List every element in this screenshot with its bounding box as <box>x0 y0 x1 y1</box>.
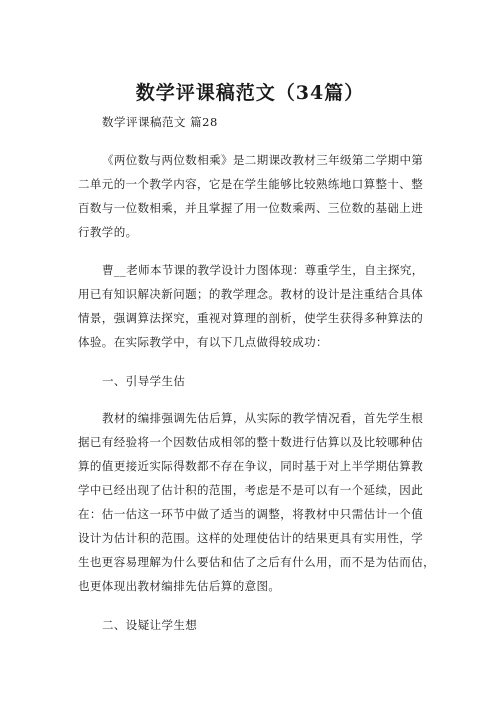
text-line: 百数与一位数相乘，并且掌握了用一位数乘两、三位数的基础上进 <box>78 201 424 215</box>
text-line: 教材的编排强调先估后算，从实际的教学情况看，首先学生根 <box>102 411 424 425</box>
text-line: 《两位数与两位数相乘》是二期课改教材三年级第二学期中第 <box>102 153 424 167</box>
text-line: 学中已经出现了估计积的范围，考虑是不是可以有一个延续，因此 <box>78 483 424 497</box>
text-line: 情景，强调算法探究，重视对算理的剖析，使学生获得多种算法的 <box>78 311 424 325</box>
text-line: 行教学的。 <box>78 225 138 239</box>
text-line: 在：估一估这一环节中做了适当的调整，将教材中只需估计一个值 <box>78 507 424 521</box>
document-title: 数学评课稿范文（34篇） <box>135 82 365 104</box>
text-line: 用已有知识解决新问题；的教学理念。教材的设计是注重结合具体 <box>78 287 424 301</box>
text-line: 二单元的一个教学内容，它是在学生能够比较熟练地口算整十、整 <box>78 177 424 191</box>
text-line: 据已有经验将一个因数估成相邻的整十数进行估算以及比较哪种估 <box>78 435 424 449</box>
text-line: 算的值更接近实际得数都不存在争议，同时基于对上半学期估算教 <box>78 459 424 473</box>
document-subtitle: 数学评课稿范文 篇28 <box>102 115 218 129</box>
section-heading: 二、设疑让学生想 <box>102 618 198 632</box>
text-line: 曹__老师本节课的教学设计力图体现：尊重学生，自主探究， <box>102 263 424 277</box>
text-line: 也更体现出教材编排先估后算的意图。 <box>78 579 281 593</box>
text-line: 生也更容易理解为什么要估和估了之后有什么用，而不是为估而估， <box>78 555 435 569</box>
text-line: 体验。在实际教学中，有以下几点做得较成功： <box>78 335 328 349</box>
text-line: 设计为估计积的范围。这样的处理使估计的结果更具有实用性，学 <box>78 531 424 545</box>
section-heading: 一、引导学生估 <box>102 374 186 388</box>
